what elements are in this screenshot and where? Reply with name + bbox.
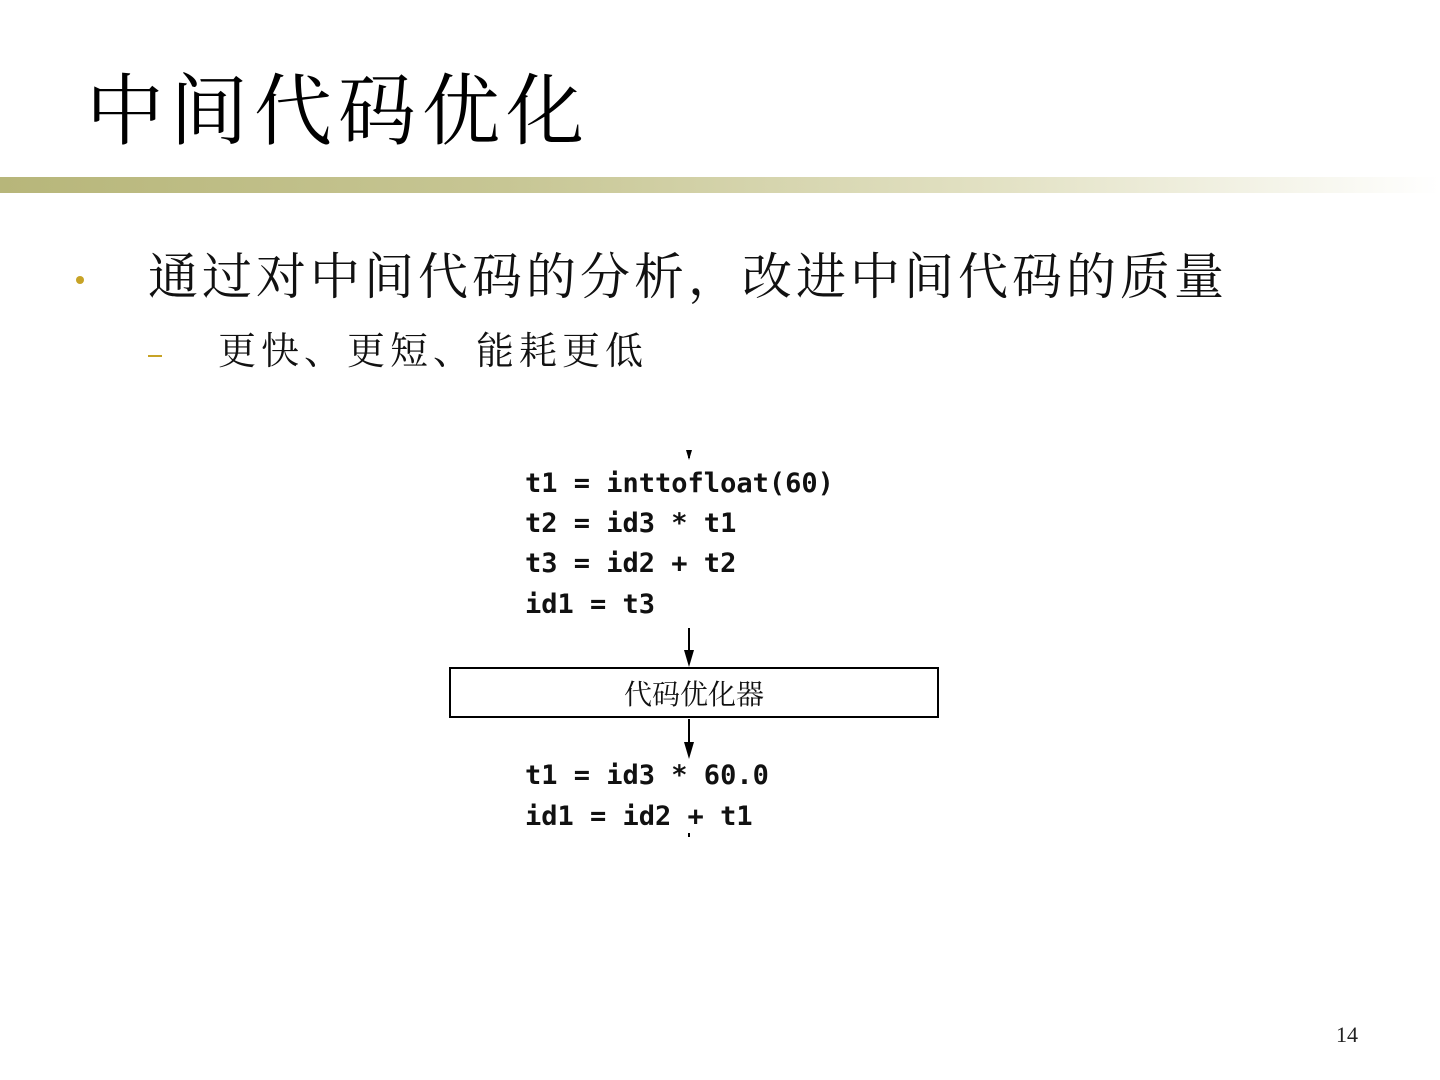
input-code-line-4: id1 = t3 [525, 589, 656, 620]
sub-bullet-dash-icon [148, 355, 162, 357]
slide-title: 中间代码优化 [86, 67, 591, 157]
output-code-line-2: id1 = id2 + t1 [525, 801, 753, 832]
arrow-to-box-head [684, 650, 694, 667]
incoming-arrow-head [686, 450, 692, 460]
code-optimizer-box [449, 667, 939, 718]
arrow-from-box-head [684, 742, 694, 759]
optimizer-diagram [448, 446, 948, 841]
input-code-line-3: t3 = id2 + t2 [525, 548, 737, 579]
title-underline-bar [0, 177, 1440, 193]
output-code-line-1: t1 = id3 * 60.0 [525, 760, 769, 791]
sub-bullet-item [148, 322, 648, 380]
bullet-dot-icon [76, 276, 84, 284]
code-optimizer-label: 代码优化器 [623, 677, 764, 711]
input-code-line-2: t2 = id3 * t1 [525, 508, 737, 539]
sub-bullet-text: 更快、更短、能耗更低 [218, 329, 649, 373]
bullet-item [76, 242, 1228, 312]
input-code-line-1: t1 = inttofloat(60) [525, 468, 834, 499]
page-number: 14 [1336, 1022, 1358, 1047]
bullet-text: 通过对中间代码的分析，改进中间代码的质量 [148, 248, 1228, 306]
